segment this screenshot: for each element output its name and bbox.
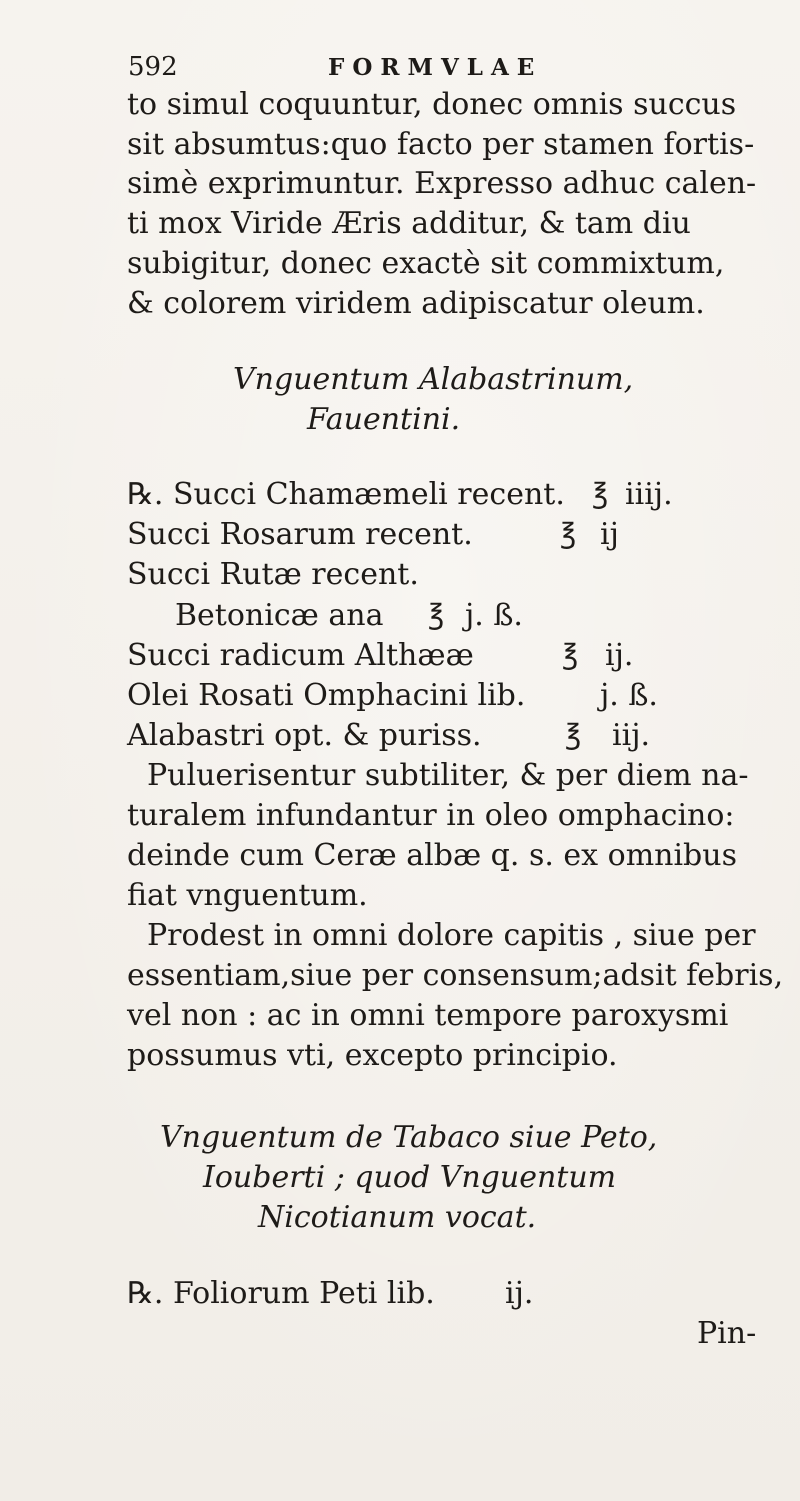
- text-line: subigitur, donec exactè sit commixtum,: [127, 246, 725, 281]
- ingredient-name: Succi Rosarum recent.: [127, 517, 473, 552]
- ingredient-name: ℞. Foliorum Peti lib.: [127, 1276, 435, 1311]
- text-line: Puluerisentur subtiliter, & per diem na-: [147, 758, 749, 793]
- text-line: Prodest in omni dolore capitis , siue per: [147, 918, 756, 953]
- text-line: turalem infundantur in oleo omphacino:: [127, 798, 735, 833]
- ingredient-name: Succi radicum Althææ: [127, 638, 474, 673]
- recipe-title: Vnguentum de Tabaco siue Peto,: [160, 1120, 658, 1155]
- text-line: sit absumtus:quo facto per stamen fortis-: [127, 127, 755, 162]
- ounce-icon: ℥: [560, 517, 577, 550]
- ingredient-qty: j. ß.: [600, 678, 658, 713]
- catchword: Pin-: [697, 1316, 757, 1351]
- ingredient-qty: iiij.: [625, 477, 673, 512]
- text-line: possumus vti, excepto principio.: [127, 1038, 618, 1073]
- text-line: to simul coquuntur, donec omnis succus: [127, 87, 737, 122]
- running-head: FORMVLAE: [328, 54, 543, 81]
- ounce-icon: ℥: [562, 638, 579, 671]
- ingredient-qty: ij.: [505, 1276, 534, 1311]
- ingredient-qty: ij.: [605, 638, 634, 673]
- page-number: 592: [128, 52, 178, 82]
- recipe-title: Nicotianum vocat.: [258, 1200, 537, 1235]
- ingredient-name: Succi Rutæ recent.: [127, 557, 419, 592]
- ounce-icon: ℥: [592, 477, 609, 510]
- text-line: fiat vnguentum.: [127, 878, 368, 913]
- text-line: deinde cum Ceræ albæ q. s. ex omnibus: [127, 838, 737, 873]
- page-header: [128, 52, 728, 92]
- ingredient-qty: iij.: [612, 718, 651, 753]
- ingredient-name: ℞. Succi Chamæmeli recent.: [127, 477, 565, 512]
- recipe-title: Iouberti ; quod Vnguentum: [203, 1160, 617, 1195]
- text-line: ti mox Viride Æris additur, & tam diu: [127, 206, 691, 241]
- ingredient-name: Betonicæ ana: [175, 598, 384, 633]
- ingredient-qty: ij: [600, 517, 619, 552]
- text-line: vel non : ac in omni tempore paroxysmi: [127, 998, 729, 1033]
- ingredient-name: Olei Rosati Omphacini lib.: [127, 678, 526, 713]
- text-line: essentiam,siue per consensum;adsit febris,: [127, 958, 784, 993]
- ounce-icon: ℥: [565, 718, 582, 751]
- text-line: simè exprimuntur. Expresso adhuc calen-: [127, 166, 757, 201]
- recipe-title: Vnguentum Alabastrinum,: [233, 362, 634, 397]
- recipe-title: Fauentini.: [307, 402, 461, 437]
- text-line: & colorem viridem adipiscatur oleum.: [127, 286, 705, 321]
- ounce-icon: ℥: [428, 598, 445, 631]
- ingredient-qty: j. ß.: [465, 598, 523, 633]
- ingredient-name: Alabastri opt. & puriss.: [127, 718, 482, 753]
